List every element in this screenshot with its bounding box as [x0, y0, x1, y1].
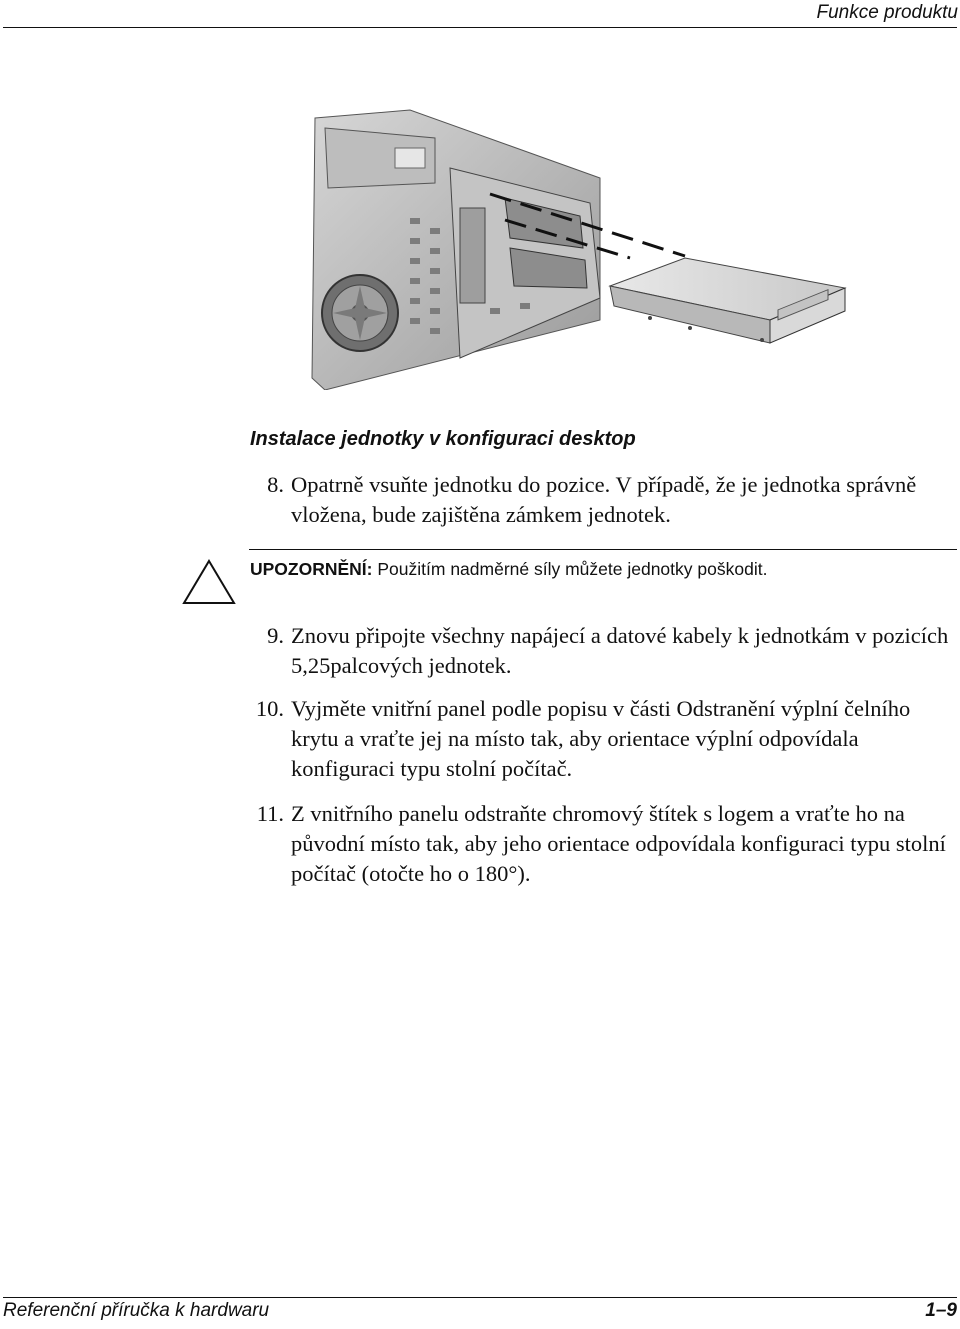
caution-label: UPOZORNĚNÍ:: [250, 559, 373, 579]
step-text: Vyjměte vnitřní panel podle popisu v části Odstranění výplní čelního krytu a vraťte jej na místo tak, aby orientace výplní odpovídala konfiguraci typu stolní počítač.: [291, 696, 911, 781]
caution-rule: [249, 549, 957, 550]
caution-notice: [250, 559, 767, 580]
step-number: 11.: [256, 801, 284, 826]
footer-rule: [3, 1297, 957, 1298]
step-text: Z vnitřního panelu odstraňte chromový štítek s logem a vraťte ho na původní místo tak, aby jeho orientace odpovídala konfiguraci typu stolní počítač (otočte ho o 180°).: [291, 801, 946, 886]
step-text: Opatrně vsuňte jednotku do pozice. V případě, že je jednotka správně vložena, bude zajištěna zámkem jednotek.: [291, 472, 917, 527]
caution-message: Použitím nadměrné síly můžete jednotky poškodit.: [377, 559, 768, 579]
drive-installation-illustration: [300, 108, 860, 390]
running-header: Funkce produktu: [816, 2, 958, 23]
step-number: 10.: [255, 696, 284, 721]
step-8: [250, 470, 950, 530]
step-number: 9.: [267, 623, 284, 648]
page-number: 1–9: [925, 1300, 957, 1321]
header-rule: [3, 27, 957, 28]
step-text: Znovu připojte všechny napájecí a datové kabely k jednotkám v pozicích 5,25palcových jednotek.: [291, 623, 949, 678]
step-number: 8.: [267, 472, 284, 497]
footer-title: Referenční příručka k hardwaru: [3, 1300, 270, 1321]
step-9: [250, 621, 950, 681]
section-title: Instalace jednotky v konfiguraci desktop: [250, 428, 636, 450]
warning-triangle-icon: [182, 559, 236, 605]
step-11: [250, 799, 950, 889]
step-10: [250, 694, 950, 784]
